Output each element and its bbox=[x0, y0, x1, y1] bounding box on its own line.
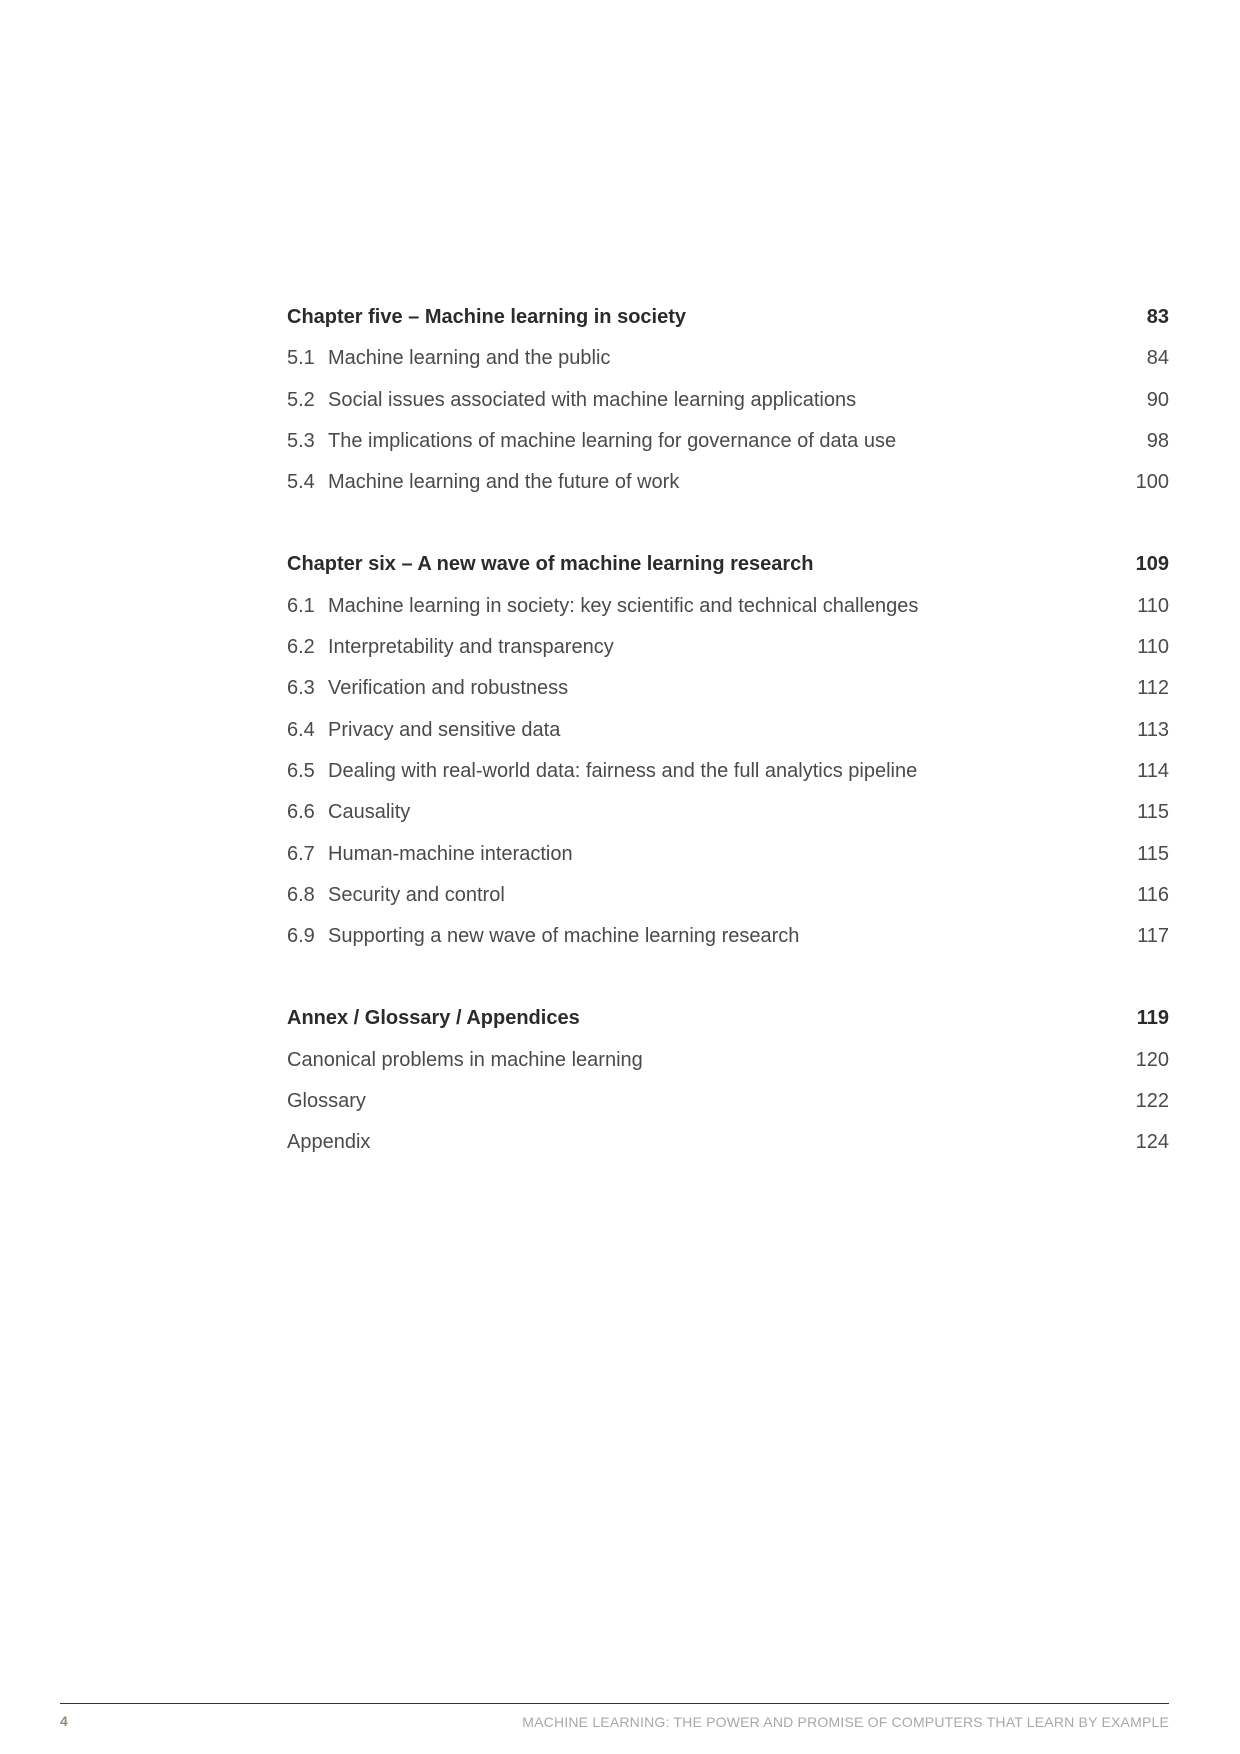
toc-chapter-heading[interactable] bbox=[287, 544, 1169, 585]
chapter-title: Annex / Glossary / Appendices bbox=[287, 1007, 580, 1030]
entry-number: 5.4 bbox=[287, 471, 315, 494]
entry-title: Machine learning and the public bbox=[328, 347, 611, 370]
entry-page-number: 120 bbox=[1135, 1048, 1169, 1071]
toc-section-chapter-five bbox=[287, 297, 1169, 503]
toc-entry[interactable] bbox=[287, 380, 1169, 421]
entry-page-number: 110 bbox=[1137, 594, 1169, 617]
toc-entry[interactable] bbox=[287, 1081, 1169, 1122]
entry-page-number: 110 bbox=[1137, 636, 1169, 659]
entry-page-number: 84 bbox=[1146, 347, 1169, 370]
toc-entry[interactable] bbox=[287, 751, 1169, 792]
entry-page-number: 114 bbox=[1137, 759, 1169, 782]
chapter-title: Chapter five – Machine learning in society bbox=[287, 306, 687, 328]
toc-chapter-heading[interactable] bbox=[287, 998, 1169, 1039]
entry-title: Supporting a new wave of machine learning research bbox=[328, 925, 800, 948]
entry-title: Dealing with real-world data: fairness and the full analytics pipeline bbox=[328, 759, 918, 782]
toc-entry[interactable] bbox=[287, 338, 1169, 379]
entry-page-number: 115 bbox=[1137, 842, 1169, 865]
toc-entry[interactable] bbox=[287, 1040, 1169, 1081]
entry-title: Glossary bbox=[287, 1090, 366, 1113]
entry-page-number: 90 bbox=[1146, 388, 1169, 411]
entry-title: Privacy and sensitive data bbox=[328, 718, 561, 741]
entry-title: Interpretability and transparency bbox=[328, 636, 614, 659]
toc-entry[interactable] bbox=[287, 916, 1169, 957]
entry-number: 5.3 bbox=[287, 429, 315, 452]
entry-number: 6.9 bbox=[287, 925, 315, 948]
footer-divider bbox=[60, 1703, 1169, 1704]
entry-page-number: 116 bbox=[1137, 883, 1169, 906]
entry-page-number: 112 bbox=[1137, 677, 1169, 700]
entry-title: Causality bbox=[328, 801, 411, 824]
entry-number: 5.1 bbox=[287, 347, 315, 370]
footer-running-title: MACHINE LEARNING: THE POWER AND PROMISE OF COMPUTERS THAT LEARN BY EXAMPLE bbox=[522, 1714, 1169, 1730]
toc-entry[interactable] bbox=[287, 1122, 1169, 1163]
footer-page-number: 4 bbox=[60, 1713, 68, 1729]
table-of-contents bbox=[287, 297, 1169, 1205]
entry-page-number: 98 bbox=[1146, 429, 1169, 452]
entry-page-number: 100 bbox=[1135, 471, 1169, 494]
entry-number: 6.2 bbox=[287, 636, 315, 659]
entry-page-number: 113 bbox=[1137, 718, 1169, 741]
entry-number: 6.4 bbox=[287, 718, 315, 741]
entry-page-number: 124 bbox=[1135, 1131, 1169, 1154]
entry-title: Canonical problems in machine learning bbox=[287, 1048, 643, 1071]
toc-entry[interactable] bbox=[287, 875, 1169, 916]
toc-entry[interactable] bbox=[287, 586, 1169, 627]
entry-number: 6.5 bbox=[287, 759, 315, 782]
toc-entry[interactable] bbox=[287, 710, 1169, 751]
entry-page-number: 122 bbox=[1135, 1090, 1169, 1113]
entry-title: Security and control bbox=[328, 883, 505, 906]
entry-title: Appendix bbox=[287, 1131, 371, 1154]
entry-number: 6.3 bbox=[287, 677, 315, 700]
chapter-title: Chapter six – A new wave of machine learning research bbox=[287, 553, 814, 576]
entry-title: Social issues associated with machine learning applications bbox=[328, 388, 857, 411]
entry-number: 6.6 bbox=[287, 801, 315, 824]
toc-entry[interactable] bbox=[287, 834, 1169, 875]
toc-entry[interactable] bbox=[287, 668, 1169, 709]
entry-title: The implications of machine learning for governance of data use bbox=[328, 429, 897, 452]
toc-entry[interactable] bbox=[287, 792, 1169, 833]
entry-number: 6.1 bbox=[287, 594, 315, 617]
entry-page-number: 115 bbox=[1137, 801, 1169, 824]
entry-number: 5.2 bbox=[287, 388, 315, 411]
entry-title: Human-machine interaction bbox=[328, 842, 573, 865]
chapter-page-number: 119 bbox=[1136, 1007, 1169, 1030]
chapter-page-number: 109 bbox=[1135, 553, 1169, 576]
entry-number: 6.8 bbox=[287, 883, 315, 906]
entry-page-number: 117 bbox=[1137, 925, 1169, 948]
entry-title: Machine learning and the future of work bbox=[328, 471, 680, 494]
toc-section-chapter-six bbox=[287, 544, 1169, 957]
toc-entry[interactable] bbox=[287, 421, 1169, 462]
toc-section-annex bbox=[287, 998, 1169, 1163]
entry-title: Machine learning in society: key scientific and technical challenges bbox=[328, 594, 919, 617]
entry-title: Verification and robustness bbox=[328, 677, 569, 700]
toc-chapter-heading[interactable] bbox=[287, 297, 1169, 338]
entry-number: 6.7 bbox=[287, 842, 315, 865]
toc-entry[interactable] bbox=[287, 627, 1169, 668]
chapter-page-number: 83 bbox=[1146, 306, 1169, 328]
toc-entry[interactable] bbox=[287, 462, 1169, 503]
